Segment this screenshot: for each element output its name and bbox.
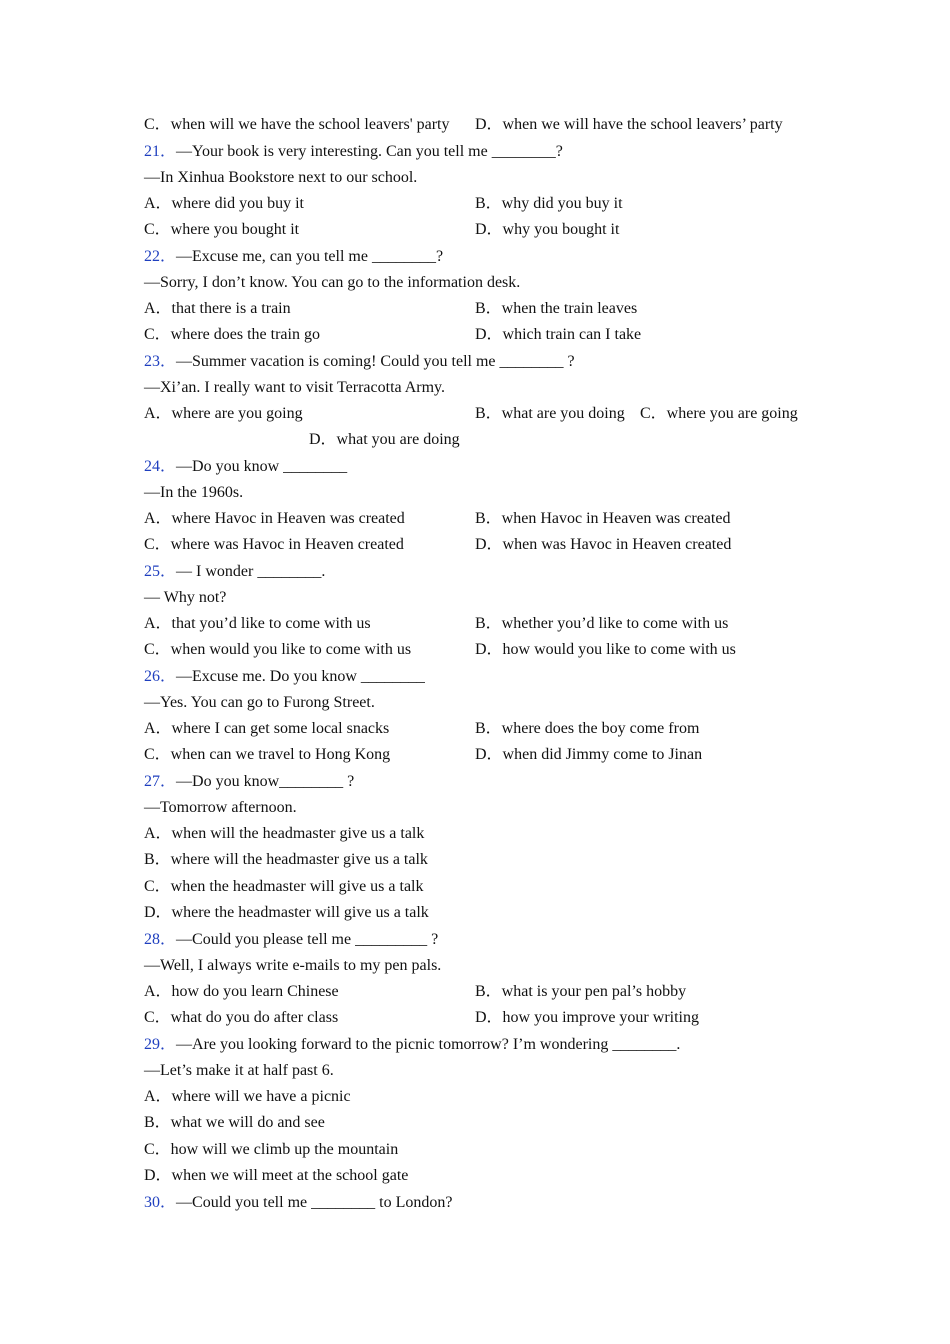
option-b: B．whether you’d like to come with us bbox=[475, 615, 729, 632]
option-c: C．where was Havoc in Heaven created bbox=[144, 536, 404, 553]
question-28 bbox=[144, 927, 438, 953]
option-b: B．why did you buy it bbox=[475, 195, 623, 212]
question-stem: —Do you know ________ bbox=[176, 458, 348, 475]
option-b: B．when Havoc in Heaven was created bbox=[475, 510, 731, 527]
answer-line: —Yes. You can go to Furong Street. bbox=[144, 694, 375, 711]
question-26 bbox=[144, 664, 425, 690]
question-stem: —Summer vacation is coming! Could you tell me ________ ? bbox=[176, 353, 575, 370]
option-d-prev: D．when we will have the school leavers’ party bbox=[475, 116, 783, 133]
option-a: A．where I can get some local snacks bbox=[144, 720, 390, 737]
option-d: D．what you are doing bbox=[309, 431, 460, 448]
option-d: D．when did Jimmy come to Jinan bbox=[475, 746, 703, 763]
option-b: B．where will the headmaster give us a talk bbox=[144, 851, 428, 868]
question-number: 26． bbox=[144, 668, 177, 685]
option-d: D．where the headmaster will give us a talk bbox=[144, 904, 429, 921]
option-d: D．how would you like to come with us bbox=[475, 641, 736, 658]
question-stem: —Do you know________ ? bbox=[176, 773, 355, 790]
answer-line: —In Xinhua Bookstore next to our school. bbox=[144, 169, 418, 186]
option-d: D．when was Havoc in Heaven created bbox=[475, 536, 732, 553]
question-stem: —Could you tell me ________ to London? bbox=[176, 1194, 453, 1211]
option-b: B．what are you doing bbox=[475, 405, 625, 422]
option-a: A．how do you learn Chinese bbox=[144, 983, 339, 1000]
question-number: 22． bbox=[144, 248, 177, 265]
answer-line: —Let’s make it at half past 6. bbox=[144, 1062, 334, 1079]
question-23 bbox=[144, 349, 575, 375]
question-number: 30． bbox=[144, 1194, 177, 1211]
option-b: B．what is your pen pal’s hobby bbox=[475, 983, 687, 1000]
question-30 bbox=[144, 1190, 452, 1216]
question-stem: —Your book is very interesting. Can you tell me ________? bbox=[176, 143, 563, 160]
question-stem: —Are you looking forward to the picnic tomorrow? I’m wondering ________. bbox=[176, 1036, 681, 1053]
option-c: C．when can we travel to Hong Kong bbox=[144, 746, 391, 763]
question-number: 23． bbox=[144, 353, 177, 370]
option-a: A．that you’d like to come with us bbox=[144, 615, 371, 632]
question-number: 28． bbox=[144, 931, 177, 948]
question-number: 27． bbox=[144, 773, 177, 790]
answer-line: —Sorry, I don’t know. You can go to the information desk. bbox=[144, 274, 521, 291]
option-d: D．how you improve your writing bbox=[475, 1009, 699, 1026]
option-c: C．where you are going bbox=[640, 405, 798, 422]
question-number: 21． bbox=[144, 143, 177, 160]
question-stem: — I wonder ________. bbox=[176, 563, 326, 580]
question-24 bbox=[144, 454, 347, 480]
answer-line: — Why not? bbox=[144, 589, 227, 606]
question-stem: —Excuse me, can you tell me ________? bbox=[176, 248, 444, 265]
answer-line: —In the 1960s. bbox=[144, 484, 244, 501]
question-number: 25． bbox=[144, 563, 177, 580]
question-stem: —Could you please tell me _________ ? bbox=[176, 931, 439, 948]
question-21 bbox=[144, 139, 563, 165]
option-a: A．when will the headmaster give us a talk bbox=[144, 825, 425, 842]
option-d: D．which train can I take bbox=[475, 326, 642, 343]
answer-line: —Well, I always write e-mails to my pen pals. bbox=[144, 957, 442, 974]
question-27 bbox=[144, 769, 354, 795]
question-number: 29． bbox=[144, 1036, 177, 1053]
question-22 bbox=[144, 244, 443, 270]
option-a: A．that there is a train bbox=[144, 300, 291, 317]
option-d: D．when we will meet at the school gate bbox=[144, 1167, 409, 1184]
option-a: A．where will we have a picnic bbox=[144, 1088, 351, 1105]
option-c: C．when would you like to come with us bbox=[144, 641, 412, 658]
option-a: A．where are you going bbox=[144, 405, 303, 422]
option-c: C．how will we climb up the mountain bbox=[144, 1141, 399, 1158]
question-29 bbox=[144, 1032, 680, 1058]
option-c: C．where you bought it bbox=[144, 221, 300, 238]
answer-line: —Xi’an. I really want to visit Terracotta Army. bbox=[144, 379, 446, 396]
option-b: B．when the train leaves bbox=[475, 300, 638, 317]
option-d: D．why you bought it bbox=[475, 221, 620, 238]
option-c: C．where does the train go bbox=[144, 326, 320, 343]
option-c: C．when the headmaster will give us a talk bbox=[144, 878, 424, 895]
option-b: B．where does the boy come from bbox=[475, 720, 700, 737]
option-a: A．where Havoc in Heaven was created bbox=[144, 510, 405, 527]
question-number: 24． bbox=[144, 458, 177, 475]
question-stem: —Excuse me. Do you know ________ bbox=[176, 668, 425, 685]
question-25 bbox=[144, 559, 325, 585]
option-c-prev: C．when will we have the school leavers' party bbox=[144, 116, 450, 133]
option-a: A．where did you buy it bbox=[144, 195, 304, 212]
option-b: B．what we will do and see bbox=[144, 1114, 325, 1131]
answer-line: —Tomorrow afternoon. bbox=[144, 799, 297, 816]
option-c: C．what do you do after class bbox=[144, 1009, 339, 1026]
